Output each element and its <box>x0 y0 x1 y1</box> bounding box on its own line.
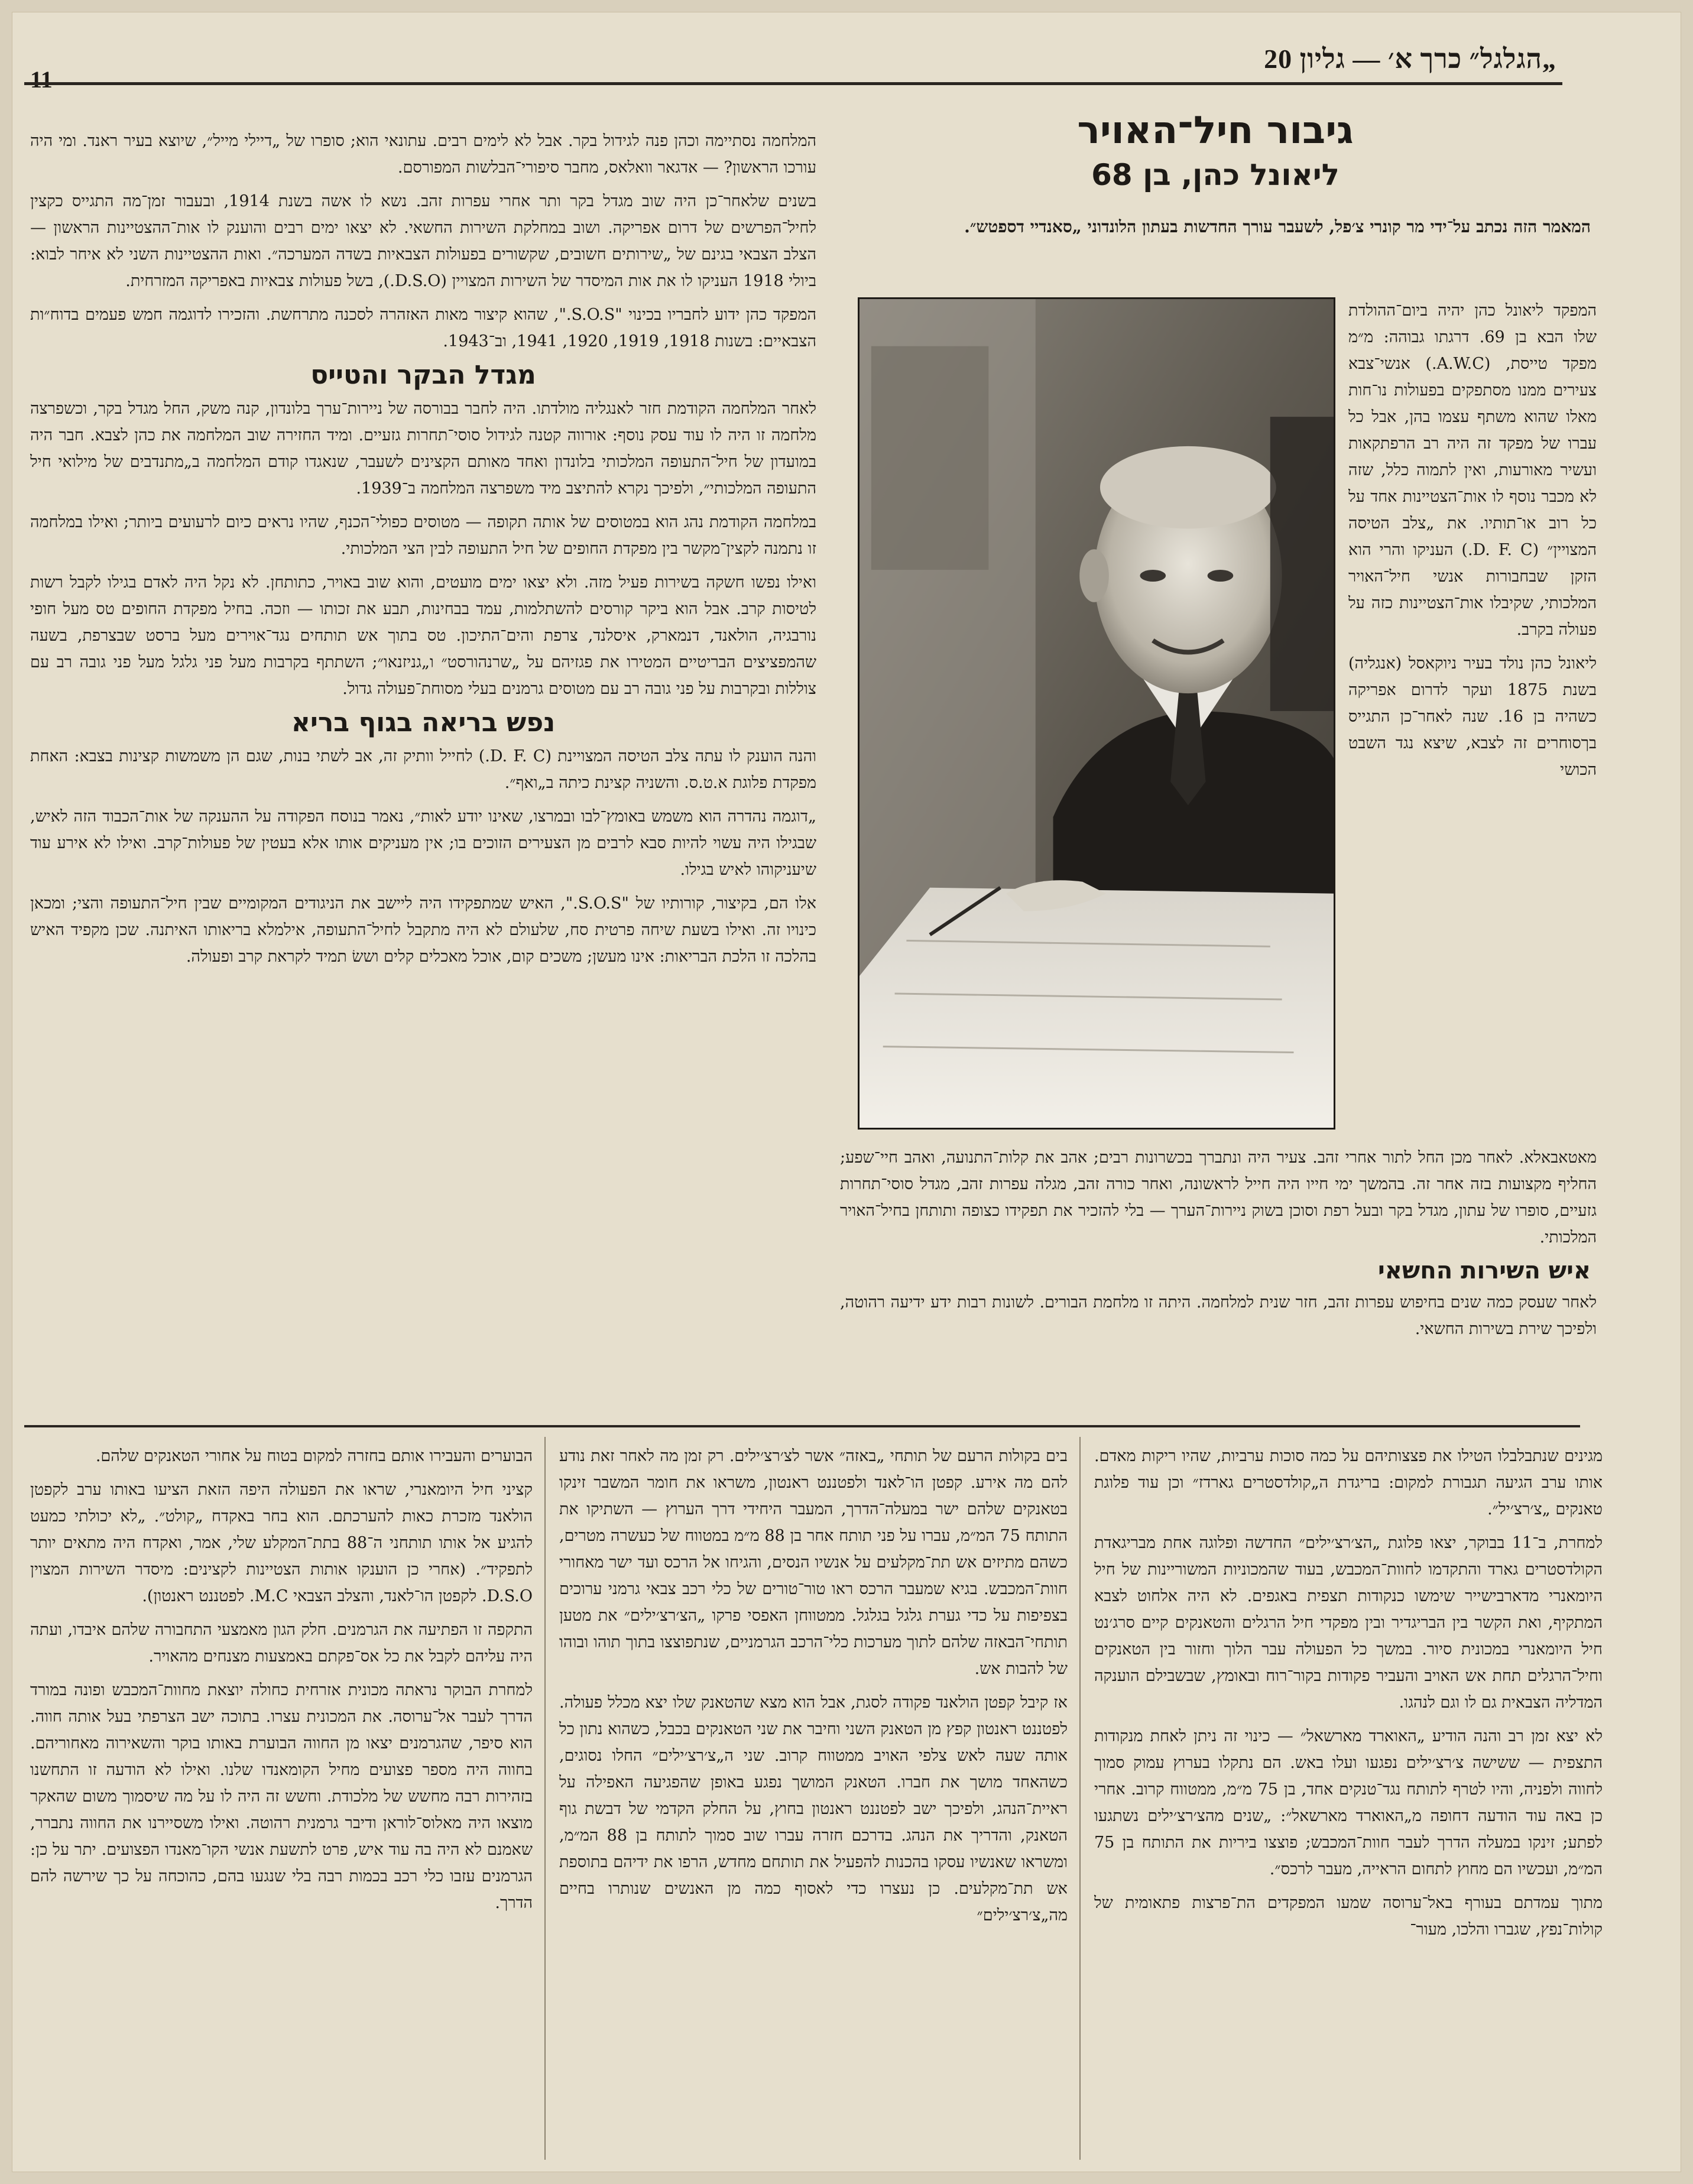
newspaper-page <box>12 12 1681 2172</box>
bottom-column-left <box>30 1443 533 2167</box>
section-divider-rule <box>24 1425 1580 1427</box>
page-number: 11 <box>30 66 53 93</box>
bottom-column-middle <box>559 1443 1068 2167</box>
paragraph: „דוגמה נהדרה הוא משמש באומץ־לבו ובמרצו, שאינו יודע לאות״, נאמר בנוסח הפקודה על ההענקה של אות־הכבוד הזה לאיש, שבגילו היה עשוי להיות סבא לרבים מן הצעירים הזוכים בו; אין מעניקים אותו אלא בעטין של פעולות־קרב. ואילו לא אירע עוד שיעניקוהו לאיש בגילו. <box>30 807 816 879</box>
paragraph: למחרת הבוקר נראתה מכונית אזרחית כחולה יוצאת מחוות־המכבש ופונה במורד הדרך לעבר אל־ערוסה. את המכונית עצרו. בתוכה ישב הצרפתי בעל אותה חווה. הוא סיפר, שהגרמנים יצאו מן החווה הבוערת באותו בוקר והשאירוה מאחוריהם. בחווה היה מספר פצועים מחיל הקומאנדו שלנו. ואילו לא הודעה זו התחשנו בזהירות רבה מחשש של מלכודת. וחשש זה היה לו על מה שיסמוך משום שהאקר מוצאו היה מאלוס־לוראן ודיבר גרמנית רהוטה. ואילו משסיירנו את החווה נתברר, שאמנם לא היה בה עוד איש, פרט לתשעת אנשי הקו־מאנדו הפצועים. יתר על כן: הגרמנים עזבו כלי רכב בכמות רבה בלי שנגעו בהם, כהוכחה על כך שירשה להם הדרך. <box>30 1681 533 1912</box>
column-divider <box>1079 1437 1081 2160</box>
paragraph: מאטאבאלא. לאחר מכן החל לתור אחרי זהב. צעיר היה ונתברך בכשרונות רבים; אהב את קלות־התנועה, ואהב חיי־שפע; החליף מקצועות בזה אחר זה. בהמשך ימי חייו היה חייל לראשונה, ואחר כורה זהב, מגלה עפרות זהב, מגדל סוסי־תחרות גזעיים, סופרו של עתון, מגדל בקר ובעל רפת וסוכן בשוק ניירות־הערך — בלי להזכיר את תפקידו כצופה ותותחן בחיל־האויר המלכותי. <box>840 1148 1597 1247</box>
paragraph: אלו הם, בקיצור, קורותיו של "S.O.S.", האיש שמתפקידו היה ליישב את הניגודים המקומיים שבין חיל־התעופה והצי; ומכאן כינויו זה. ואילו בשעת שיחה פרטית סח, שלעולם לא היה מתקבל לחיל־התעופה, אילמלא בריאותו האיתנה. שכן מקפיד האיש בהלכה זו הלכת הבריאות: אינו מעשן; משכים קום, אוכל מאכלים קלים וששׂ תמיד לקראת קרב ופעולה. <box>30 894 816 966</box>
paragraph: במלחמה הקודמת נהג הוא במטוסים של אותה תקופה — מטוסים כפולי־הכנף, שהיו נראים כיום לרעועים ביותר; ואילו במלחמה זו נתמנה לקצין־מקשר בין מפקדת החופים של חיל התעופה לבין הצי המלכותי. <box>30 513 816 558</box>
section-heading: נפש בריאה בגוף בריא <box>291 708 556 738</box>
text-column-beside-photo <box>1348 297 1597 1137</box>
paragraph: המפקד כהן ידוע לחבריו בכינוי "S.O.S.", שהוא קיצור מאות האזהרה לסכנה מתרחשת. והזכירו לדוגמה חמש פעמים בדוח״ות הצבאיים: בשנות 1918, 1919, 1920, 1941, וב־1943. <box>30 306 816 351</box>
portrait-photo-icon <box>860 299 1334 1128</box>
text-block-under-photo <box>840 1144 1597 1422</box>
article-subtitle: ליאונל כהן, בן 68 <box>1091 158 1340 192</box>
paragraph: אז קיבל קפטן הולאנד פקודה לסגת, אבל הוא מצא שהטאנק שלו יצא מכלל פעולה. לפטננט ראנטון קפץ מן הטאנק השני וחיבר את שני הטאנקים בכבל, כשהוא נתון כל אותה שעה לאש צלפי האויב ממטווח קרוב. שני ה„צ׳רצ׳ילים״ החלו נסוגים, כשהאחד מושך את חברו. הטאנק המושך נפגע באופן שהפגיעה האפילה על ראיית־הנהג, ולפיכך ישב לפטננט ראנטון בחוץ, על החלק הקדמי של דבשת גוף הטאנק, והדריך את הנהג. בדרכם חזרה עברו שוב סמוך לתותח בן 88 המ״מ, ומשראו שאנשיו עסקו בהכנות להפעיל את תותחם מחדש, הרפו את ידיהם בתוספת אש תת־מקלעים. כן נעצרו כדי לאסוף כמה מן האנשים שנותרו בחיים מה„צ׳רצ׳ילים״ <box>559 1693 1068 1925</box>
section-heading: איש השירות החשאי <box>1378 1257 1591 1284</box>
paragraph: והנה הוענק לו עתה צלב הטיסה המצויינת (D. F. C.) לחייל וותיק זה, אב לשתי בנות, שגם הן משמשות קצינות בצבא: האחת מפקדת פלוגת א.ט.ס. והשניה קצינת כיתה ב„ואף״. <box>30 747 816 792</box>
paragraph: הבוערים והעבירו אותם בחזרה למקום בטוח על אחורי הטאנקים שלהם. <box>95 1447 533 1465</box>
header-rule <box>24 82 1562 85</box>
paragraph: למחרת, ב־11 בבוקר, יצאו פלוגת „הצ׳רצ׳ילים״ החדשה ופלוגה אחת מבריגאדת הקולדסטרים גארד והתקדמו לחוות־המכבש, בעוד שהמכוניות המשוריינות של חיל היומאנרי מדארבישייר שימשו כנקודות תצפית באגפים. לא היה אלחוט לצבא המתקיף, ואת הקשר בין הבריגדיר ובין מפקדי חיל הרגלים והטאנקים קיים סרג׳נט חיל היומאנרי במכונית סיור. במשך כל הפעולה עבר הלוך וחזור בין הטאנקים וחיל־הרגלים תחת אש האויב והעביר פקודות בקור־רוח ובאומץ, שבשבילם הוענקה המדליה הצבאית גם לו וגם לנהגו. <box>1094 1534 1603 1712</box>
running-header: „הגלגל״ כרך א׳ — גליון 20 <box>1264 44 1556 74</box>
paragraph: לאחר שעסק כמה שנים בחיפוש עפרות זהב, חזר שנית למלחמה. היתה זו מלחמת הבורים. לשונות רבות ידע ידיעה רהוטה, ולפיכך שירת בשירות החשאי. <box>840 1293 1597 1338</box>
column-divider <box>544 1437 546 2160</box>
paragraph: בים בקולות הרעם של תותחי „באזה״ אשר לצ׳רצ׳ילים. רק זמן מה לאחר זאת נודע להם מה אירע. קפטן הו־לאנד ולפטננט ראנטון, משראו את חומר המשבר זינקו בטאנקים שלהם ישר במעלה־הדרך, המעבר היחידי דרך הערוץ — השתיקו את התותח 75 המ״מ, עברו על פני תותח אחר בן 88 מ״מ במטווח של כעשרה מטרים, כשהם מתיזים אש תת־מקלעים על אנשיו הנסים, והגיחו אל הרכס ועד ישר מאחורי חוות־המכבש. בגיא שמעבר הרכס ראו טור־טורים של כלי רכב צבאי גרמני ערוכים בצפיפות על כדי גערת גלגל בגלגל. ממטווחן האפסי פרקו „הצ׳רצ׳ילים״ את מטען תותחי־הבאזה שלהם לתוך מערכות כלי־הרכב הגרמניים, שנתפוצצו בתוך תוהו ובוהו של להבות אש. <box>559 1447 1068 1678</box>
paragraph: מגינים שנתבלבלו הטילו את פצצותיהם על כמה סוכות ערביות, שהיו ריקות מאדם. אותו ערב הגיעה תגבורת למקום: בריגדת ה„קולדסטרים גארדז״ וכן עוד פלוגת טאנקים „צ׳רצ׳יל״. <box>1094 1447 1603 1518</box>
article-intro: המאמר הזה נכתב על־ידי מר קונרי צ׳פל, לשעבר עורך החדשות בעתון הלונדוני „סאנדיי דספטש״. <box>964 217 1591 236</box>
paragraph: התקפה זו הפתיעה את הגרמנים. חלק הגון מאמצעי התחבורה שלהם איבדו, ועתה היה עליהם לקבל את כל אס־פקתם באמצעות מצנחים מהאויר. <box>30 1621 533 1666</box>
paragraph: לאחר המלחמה הקודמת חזר לאנגליה מולדתו. היה לחבר בבורסה של ניירות־ערך בלונדון, קנה משק, החל מגדל בקר, וכשפרצה מלחמה זו היה לו עוד עסק נוסף: אורווה קטנה לגידול סוסי־תחרות גזעיים. ומיד החזירה שוב המלחמה את כהן לצבא. חבר היה במועדון של חיל־התעופה המלכותי בלונדון ואחד מאותם הקצינים לשעבר, שנאגדו קודם המלחמה ב„מתנדבים של מילואי חיל התעופה המלכותי״, ולפיכך נקרא להתיצב מיד משפרצה המלחמה ב־1939. <box>30 400 816 498</box>
paragraph: המלחמה נסתיימה וכהן פנה לגידול בקר. אבל לא לימים רבים. עתונאי הוא; סופרו של „דיילי מייל״, שיוצא בעיר ראנד. ומי היה עורכו הראשון? — אדגאר וואלאס, מחבר סיפורי־הבלשות המפורסם. <box>30 132 816 177</box>
article-title-block <box>840 107 1591 196</box>
article-title: גיבור חיל־האויר <box>1077 109 1354 152</box>
bottom-column-right <box>1094 1443 1603 2167</box>
paragraph: לא יצא זמן רב והנה הודיע „האוארד מארשאל״ — כינוי זה ניתן לאחת מנקודות התצפית — ששישה צ׳רצ׳ילים נפגעו ועלו באש. הם נתקלו בערוץ עמוק סמוך לחווה ולפניה, והיו לטרף לתותח נגד־טנקים אחד, בן 75 מ״מ, ממטווח קרוב. אחרי כן באה עוד הודעה דחופה מ„האוארד מארשאל״: „שנים מהצ׳רצ׳ילים נשתגעו לפתע; זינקו במעלה הדרך לעבר חוות־המכבש; פוצצו ביריות את התותח בן 75 המ״מ, ועכשיו הם מחוץ לתחום הראייה, מעבר לרכס״. <box>1094 1727 1603 1878</box>
paragraph: מתוך עמדתם בעורף באל־ערוסה שמעו המפקדים הת־פרצות פתאומית של קולות־נפץ, שגברו והלכו, מעור־ <box>1094 1894 1603 1939</box>
paragraph: המפקד ליאונל כהן יהיה ביום־ההולדת שלו הבא בן 69. דרגתו גבוהה: מ״מ מפקד טייסת, (A.W.C.) אנשי־צבא צעירים ממנו מסתפקים בפעולות נו־חות מאלו שהוא משתף עצמו בהן, אבל כל עברו של מפקד זה היה רב הרפתקאות ועשיר מאורעות, ואין לתמוה כלל, שזה לא מכבר נוסף לו אות־הצטיינות אחד על כל רוב או־תותיו. את „צלב הטיסה המצויין״ (D. F. C.) העניקו והרי הוא הזקן שבחבורות אנשי חיל־האויר המלכותי, שקיבלו אות־הצטיינות כזה על פעולה בקרב. <box>1348 301 1597 639</box>
portrait-photo <box>858 297 1335 1130</box>
paragraph: בשנים שלאחר־כן היה שוב מגדל בקר ותר אחרי עפרות זהב. נשא לו אשה בשנת 1914, ובעבור זמן־מה התגייס כקצין לחיל־הפרשים של דרום אפריקה. ושוב במחלקת השירות החשאי. לא יצאו ימים רבים והוענק לו אות־ההצטיינות הראשון — הצלב הצבאי בגינם של „שירותים חשובים, שקשורים בפעולות הצבאיות בשדה המערכה״. ואות ההצטיינות השני לא איחר לבוא: ביולי 1918 העניקו לו את אות המיסדר של השירות המצויין (D.S.O.), בשל פעולות צבאיות באפריקה המזרחית. <box>30 192 816 290</box>
paragraph: קציני חיל היומאנרי, שראו את הפעולה היפה הזאת הציעו באותו ערב לקפטן הולאנד מזכרת כאות להערכתם. הוא בחר באקדח „קולט״. „לא יכולתי כמעט להגיע אל אותו תותחני ה־88 בתת־המקלע שלי, אמר, ואקדח היה מתאים יותר לתפקיד״. (אחרי כן הוענקו אותות הצטיינות לקצינים: מיסדר השירות המצוין D.S.O. לקפטן הו־לאנד, והצלב הצבאי M.C. לפטננט ראנטון). <box>30 1481 533 1605</box>
section-heading: מגדל הבקר והטייס <box>310 360 536 390</box>
text-column-left <box>30 128 816 1419</box>
paragraph: ואילו נפשו חשקה בשירות פעיל מזה. ולא יצאו ימים מועטים, והוא שוב באויר, כתותחן. לא נקל היה לאדם בגילו לקבל רשות לטיסות קרב. אבל הוא ביקר קורסים להשתלמות, עמד בבחינות, תבע את זכותו — וזכה. בחיל מפקדת החופים טס מעל חופי נורבגיה, הולאנד, דנמארק, איסלנד, צרפת והים־התיכון. טס בתוך אש תותחים נגד־אוירים מעל ברסט שבצרפת, בשעה שהמפציצים הבריטיים המטירו את פגזיהם על „שרנהורסט״ ו„גניזנאו״; השתתף בקרבות מעל פני גלגל מעל פני גובה רב עם צוללות ובקרבות על פני גובה רב עם מטוסים גרמנים בעלי מסוחת־פעולה גדול. <box>30 573 816 698</box>
paragraph: ליאונל כהן נולד בעיר ניוקאסל (אנגליה) בשנת 1875 ועקר לדרום אפריקה כשהיה בן 16. שנה לאחר־כן התגייס בךסוחרים זה לצבא, שיצא נגד השבט הכושי <box>1348 654 1597 779</box>
